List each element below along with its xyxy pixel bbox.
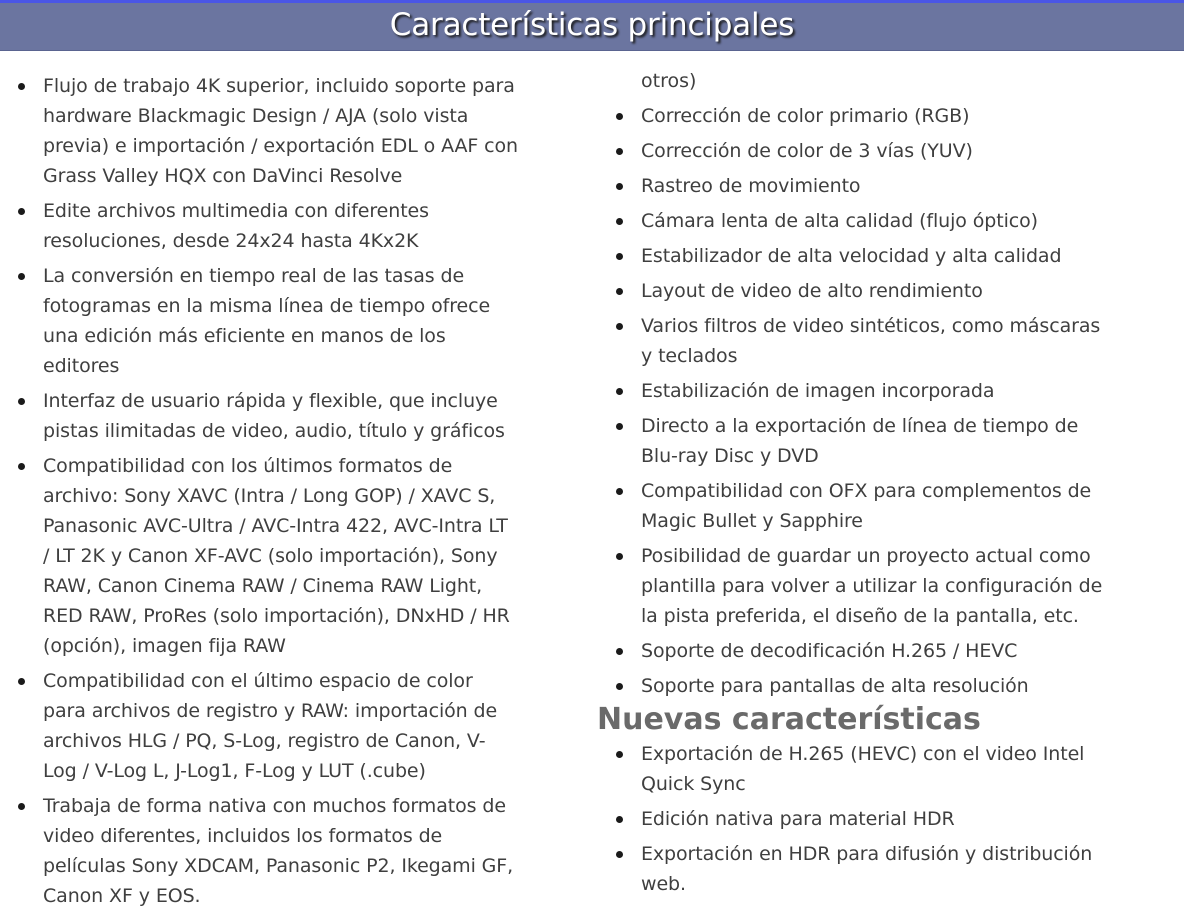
bullet-icon [18, 678, 25, 685]
list-item: Directo a la exportación de línea de tiempo de Blu-ray Disc y DVD [560, 411, 1116, 471]
new-features-list [560, 739, 1116, 904]
section-heading: Nuevas características [597, 702, 981, 737]
bullet-icon [616, 253, 623, 260]
list-item: Interfaz de usuario rápida y flexible, que incluye pistas ilimitadas de video, audio, título y gráficos [0, 386, 518, 446]
list-item: Cámara lenta de alta calidad (flujo óptico) [560, 206, 1116, 236]
bullet-icon [616, 851, 623, 858]
list-item: Varios filtros de video sintéticos, como máscaras y teclados [560, 311, 1116, 371]
bullet-icon [616, 148, 623, 155]
bullet-icon [616, 488, 623, 495]
left-column [0, 0, 540, 911]
list-item: Posibilidad de guardar un proyecto actual como plantilla para volver a utilizar la configuración de la pista preferida, el diseño de la pantalla, etc. [560, 541, 1116, 631]
header-banner [0, 0, 1184, 51]
bullet-icon [18, 463, 25, 470]
bullet-icon [616, 683, 623, 690]
bullet-icon [616, 323, 623, 330]
list-item: Edite archivos multimedia con diferentes resoluciones, desde 24x24 hasta 4Kx2K [0, 196, 518, 256]
features-list-left [0, 71, 518, 911]
bullet-icon [616, 648, 623, 655]
bullet-icon [616, 388, 623, 395]
bullet-icon [616, 183, 623, 190]
list-item: Soporte para pantallas de alta resolución [560, 671, 1116, 701]
list-item: Exportación en HDR para difusión y distribución web. [560, 839, 1116, 899]
list-item: Compatibilidad con el último espacio de color para archivos de registro y RAW: importación de archivos HLG / PQ, S-Log, registro de Canon, V-Log / V-Log L, J-Log1, F-Log y LUT (.cube) [0, 666, 518, 786]
list-item: Rastreo de movimiento [560, 171, 1116, 201]
list-item: La conversión en tiempo real de las tasas de fotogramas en la misma línea de tiempo ofrece una edición más eficiente en manos de los editores [0, 261, 518, 381]
bullet-icon [18, 83, 25, 90]
bullet-icon [616, 553, 623, 560]
list-item: Edición nativa para material HDR [560, 804, 1116, 834]
bullet-icon [616, 113, 623, 120]
features-list-right [560, 101, 1116, 706]
list-item: Corrección de color de 3 vías (YUV) [560, 136, 1116, 166]
bullet-icon [18, 208, 25, 215]
bullet-icon [616, 751, 623, 758]
bullet-icon [18, 398, 25, 405]
list-item: Compatibilidad con los últimos formatos de archivo: Sony XAVC (Intra / Long GOP) / XAVC S, Panasonic AVC-Ultra / AVC-Intra 422, AVC-Intra LT / LT 2K y Canon XF-AVC (solo importación), Sony RAW, Canon Cinema RAW / Cinema RAW Light, RED RAW, ProRes (solo importación), DNxHD / HR (opción), imagen fija RAW [0, 451, 518, 661]
page-title: Características principales [389, 7, 795, 43]
bullet-icon [616, 288, 623, 295]
list-item: Estabilización de imagen incorporada [560, 376, 1116, 406]
list-item: Corrección de color primario (RGB) [560, 101, 1116, 131]
list-item: Layout de video de alto rendimiento [560, 276, 1116, 306]
bullet-icon [18, 803, 25, 810]
list-item: Flujo de trabajo 4K superior, incluido soporte para hardware Blackmagic Design / AJA (solo vista previa) e importación / exportación EDL o AAF con Grass Valley HQX con DaVinci Resolve [0, 71, 518, 191]
list-continuation: otros) [641, 70, 697, 92]
list-item: Trabaja de forma nativa con muchos formatos de video diferentes, incluidos los formatos de películas Sony XDCAM, Panasonic P2, Ikegami GF, Canon XF y EOS. [0, 791, 518, 911]
bullet-icon [616, 423, 623, 430]
list-item: Exportación de H.265 (HEVC) con el video Intel Quick Sync [560, 739, 1116, 799]
bullet-icon [616, 218, 623, 225]
list-item: Estabilizador de alta velocidad y alta calidad [560, 241, 1116, 271]
list-item: Compatibilidad con OFX para complementos de Magic Bullet y Sapphire [560, 476, 1116, 536]
right-column [560, 0, 1184, 911]
bullet-icon [616, 816, 623, 823]
bullet-icon [18, 273, 25, 280]
list-item: Soporte de decodificación H.265 / HEVC [560, 636, 1116, 666]
